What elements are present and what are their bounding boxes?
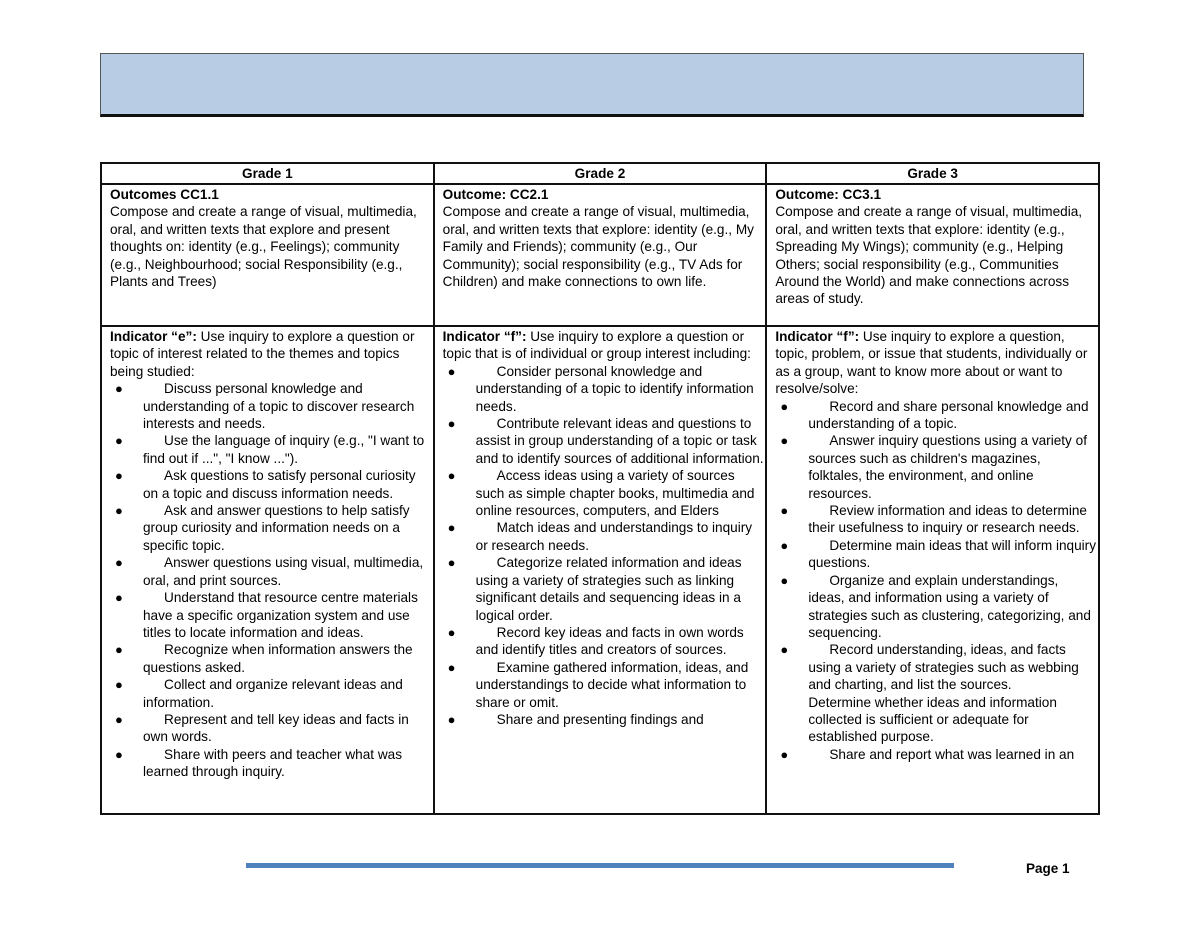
list-item-text: Record key ideas and facts in own words and identify titles and creators of sources. [475, 624, 744, 658]
list-item-text: Answer questions using visual, multimedia, oral, and print sources. [143, 555, 424, 588]
grade-3-heading: Grade 3 [766, 163, 1099, 184]
outcome-text: Compose and create a range of visual, multimedia, oral, and written texts that explore: identity (e.g., Spreading My Wings); community (e.g., Helping Others; social responsibility (e.g., Communities Around the World) and make connections across areas of study. [775, 204, 1083, 307]
indicator-intro [110, 328, 433, 380]
grade-2-heading: Grade 2 [434, 163, 767, 184]
list-item-text: Organize and explain understandings, ideas, and information using a variety of strategies such as clustering, categorizing, and sequencing. [808, 572, 1091, 640]
bullet-icon: ● [447, 624, 456, 640]
bullet-icon: ● [447, 659, 456, 675]
list-item [110, 746, 433, 781]
list-item-text: Ask questions to satisfy personal curiosity on a topic and discuss information needs. [143, 468, 416, 501]
list-item [775, 432, 1098, 502]
list-item [443, 415, 766, 467]
list-item-text: Understand that resource centre materials have a specific organization system and use titles to locate information and ideas. [143, 590, 418, 640]
bullet-icon: ● [115, 590, 123, 606]
list-item-text: Represent and tell key ideas and facts in own words. [143, 711, 409, 745]
grade-1-heading: Grade 1 [101, 163, 434, 184]
grade-2-outcome [434, 184, 767, 326]
curriculum-table [100, 162, 1100, 815]
indicator-plain-text: Determine whether ideas and information collected is sufficient or adequate for established purpose. [808, 694, 1057, 745]
bullet-icon: ● [447, 520, 456, 536]
indicator-list-continued [775, 746, 1098, 763]
list-item-text: Share and report what was learned in an [829, 746, 1075, 762]
outcome-label: Outcome: CC3.1 [775, 187, 882, 202]
indicator-intro [775, 328, 1098, 398]
list-item-text: Consider personal knowledge and understanding of a topic to identify information needs. [475, 363, 754, 414]
bullet-icon: ● [115, 503, 123, 519]
list-item-text: Share with peers and teacher what was learned through inquiry. [143, 746, 403, 780]
indicator-text: Use inquiry to explore a question or topic of interest related to the themes and topics being studied: [110, 329, 415, 379]
list-item [110, 502, 433, 554]
list-item-text: Determine main ideas that will inform inquiry questions. [808, 537, 1097, 571]
list-item-text: Recognize when information answers the questions asked. [143, 642, 413, 675]
list-item [443, 711, 766, 728]
list-item-text: Examine gathered information, ideas, and understandings to decide what information to share or omit. [475, 659, 749, 710]
grade-3-indicator [766, 326, 1099, 814]
grade-1-outcome [101, 184, 434, 326]
bullet-icon: ● [780, 746, 789, 762]
bullet-icon: ● [115, 381, 123, 397]
list-item-text: Match ideas and understandings to inquiry or research needs. [475, 520, 753, 553]
page-number: Page 1 [1026, 861, 1070, 876]
list-item [775, 502, 1098, 537]
bullet-icon: ● [115, 711, 123, 727]
list-item [443, 467, 766, 519]
indicator-label: Indicator “f”: [775, 329, 860, 344]
indicator-text: Use inquiry to explore a question, topic, problem, or issue that students, individually or as a group, want to know more about or want to resolve/solve: [775, 329, 1088, 397]
grade-1-indicator [101, 326, 434, 814]
list-item [775, 537, 1098, 572]
bullet-icon: ● [780, 433, 789, 449]
footer-rule [246, 863, 954, 868]
bullet-icon: ● [115, 555, 123, 571]
bullet-icon: ● [447, 363, 456, 379]
indicator-intro [443, 328, 766, 363]
list-item-text: Use the language of inquiry (e.g., "I want to find out if ...", "I know ..."). [143, 433, 425, 466]
bullet-icon: ● [447, 416, 456, 432]
list-item [110, 641, 433, 676]
indicator-list [110, 380, 433, 780]
bullet-icon: ● [115, 433, 123, 449]
bullet-icon: ● [447, 468, 456, 484]
list-item [110, 676, 433, 711]
list-item-text: Record understanding, ideas, and facts using a variety of strategies such as webbing and charting, and list the sources. [808, 642, 1079, 693]
list-item [110, 711, 433, 746]
header-band [100, 53, 1084, 117]
indicator-text: Use inquiry to explore a question or topic that is of individual or group interest including: [442, 329, 751, 362]
list-item-text: Collect and organize relevant ideas and information. [143, 677, 403, 710]
bullet-icon: ● [447, 711, 456, 727]
list-item [775, 572, 1098, 642]
list-item [443, 554, 766, 624]
bullet-icon: ● [780, 572, 789, 588]
list-item-text: Answer inquiry questions using a variety of sources such as children's magazines, folktales, the environment, and online resources. [808, 433, 1087, 501]
list-item-text: Review information and ideas to determine their usefulness to inquiry or research needs. [808, 503, 1087, 536]
grade-2-indicator [434, 326, 767, 814]
list-item [775, 398, 1098, 433]
list-item [110, 467, 433, 502]
list-item [443, 519, 766, 554]
bullet-icon: ● [780, 503, 789, 519]
outcome-row [101, 184, 1099, 326]
list-item [775, 746, 1098, 763]
outcome-text: Compose and create a range of visual, multimedia, oral, and written texts that explore and present thoughts on: identity (e.g., Feelings); community (e.g., Neighbourhood; social Responsibility (e.g., Plants and Trees) [110, 204, 417, 290]
list-item-text: Share and presenting findings and [496, 711, 704, 727]
bullet-icon: ● [115, 642, 123, 658]
list-item-text: Categorize related information and ideas using a variety of strategies such as linking significant details and sequencing ideas in a logical order. [475, 555, 742, 623]
outcome-label: Outcomes CC1.1 [110, 187, 219, 202]
list-item-text: Access ideas using a variety of sources such as simple chapter books, multimedia and online resources, computers, and Elders [475, 468, 755, 519]
list-item [110, 589, 433, 641]
bullet-icon: ● [115, 468, 123, 484]
outcome-label: Outcome: CC2.1 [442, 187, 549, 202]
list-item-text: Record and share personal knowledge and understanding of a topic. [808, 398, 1089, 432]
list-item [110, 554, 433, 589]
bullet-icon: ● [115, 746, 123, 762]
grade-3-outcome [766, 184, 1099, 326]
indicator-list [443, 363, 766, 729]
bullet-icon: ● [780, 537, 789, 553]
bullet-icon: ● [115, 677, 123, 693]
list-item-text: Ask and answer questions to help satisfy group curiosity and information needs on a specific topic. [143, 503, 410, 553]
list-item [775, 641, 1098, 693]
list-item [443, 624, 766, 659]
list-item [443, 659, 766, 711]
list-item-text: Contribute relevant ideas and questions to assist in group understanding of a topic or task and to identify sources of additional information. [475, 416, 764, 466]
indicator-row [101, 326, 1099, 814]
table-header-row [101, 163, 1099, 184]
outcome-text: Compose and create a range of visual, multimedia, oral, and written texts that explore: identity (e.g., My Family and Friends); community (e.g., Our Community); social responsibility (e.g., TV Ads for Children) and make connections to own life. [442, 204, 754, 290]
bullet-icon: ● [780, 398, 789, 414]
list-item [443, 363, 766, 415]
list-item-text: Discuss personal knowledge and understanding of a topic to discover research interests and needs. [143, 381, 415, 432]
indicator-list [775, 398, 1098, 694]
indicator-label: Indicator “e”: [110, 329, 197, 344]
indicator-label: Indicator “f”: [442, 329, 527, 344]
list-item [110, 432, 433, 467]
list-item [110, 380, 433, 432]
bullet-icon: ● [780, 642, 789, 658]
bullet-icon: ● [447, 555, 456, 571]
